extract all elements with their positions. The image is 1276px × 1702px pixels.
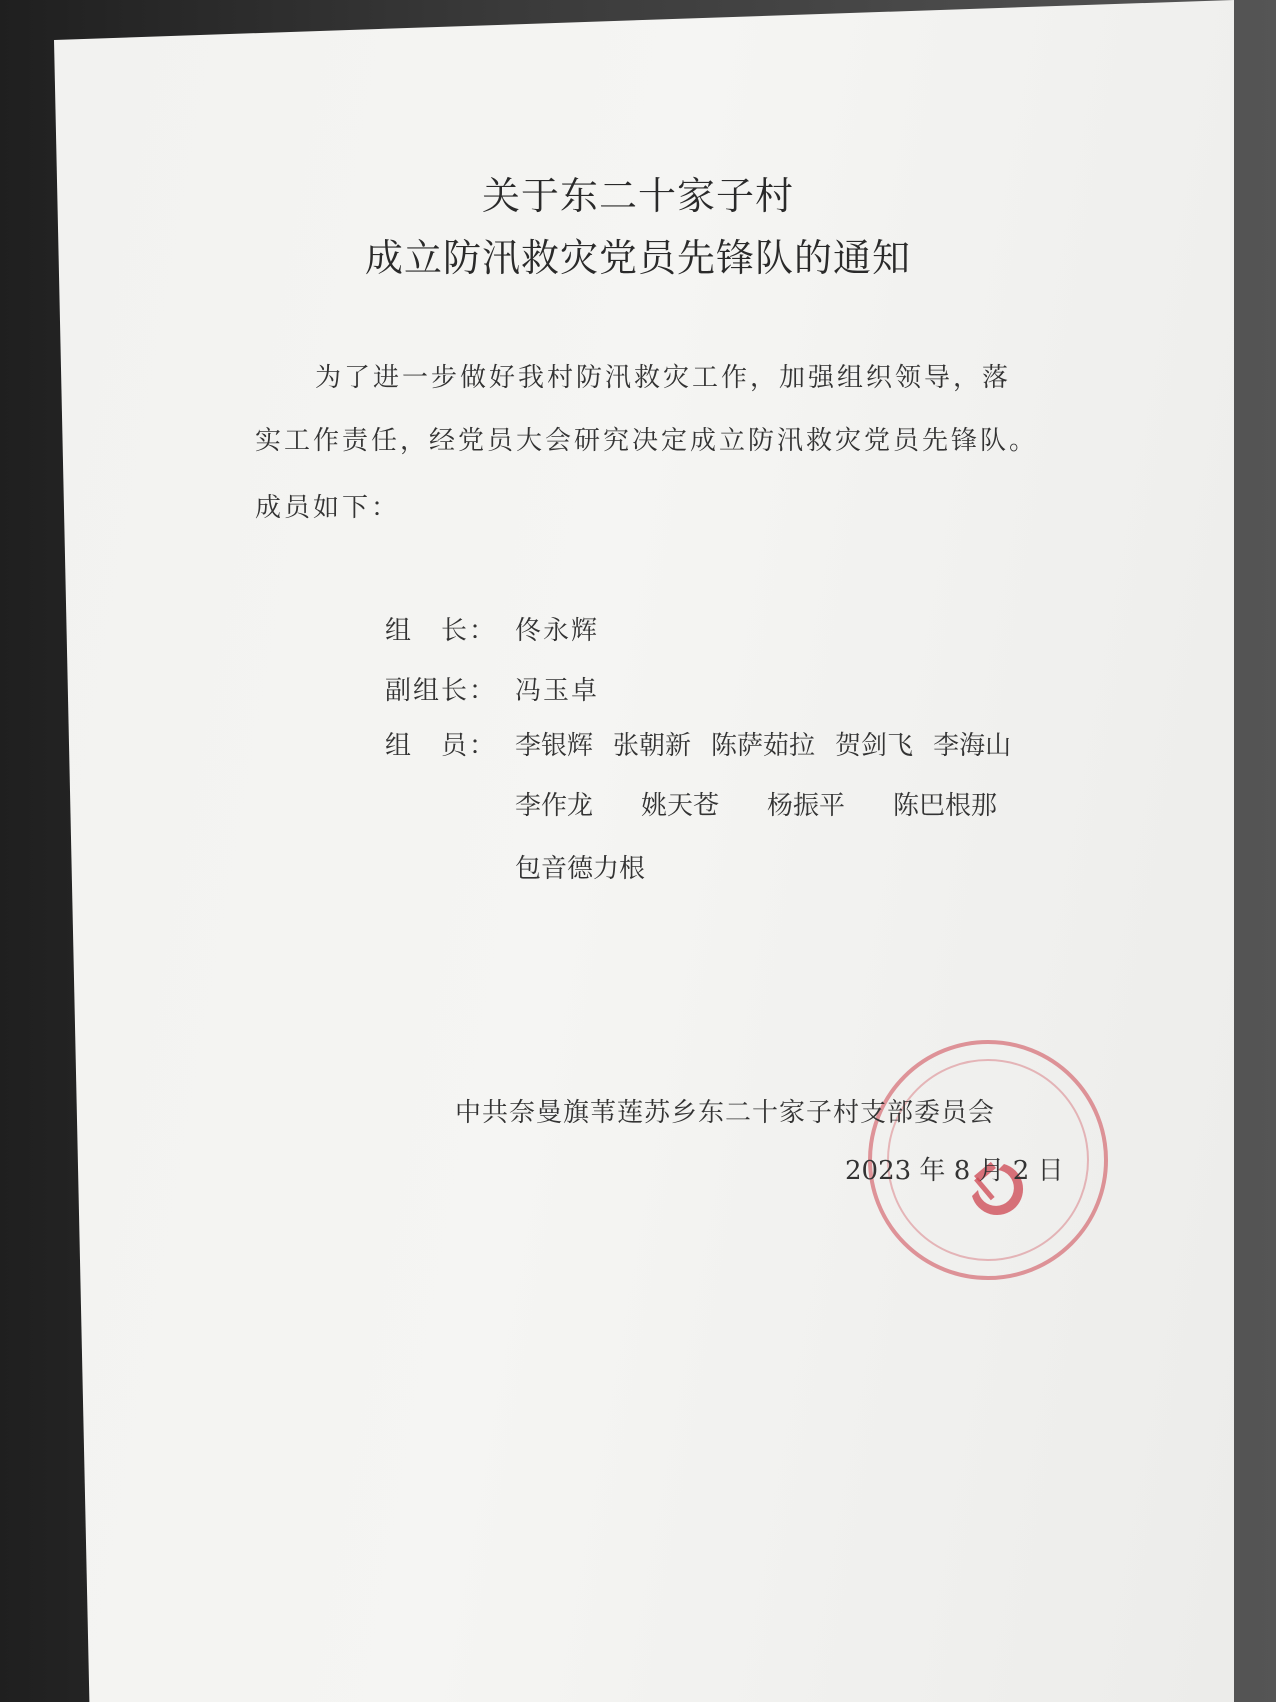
issuing-organization: 中共奈曼旗苇莲苏乡东二十家子村支部委员会 xyxy=(455,1098,996,1128)
members-line-3 xyxy=(515,848,665,885)
deputy-role-label: 副组长： xyxy=(385,676,498,706)
member-name: 陈萨茹拉 xyxy=(711,731,816,761)
members-line-2 xyxy=(515,785,1045,822)
members-line-1 xyxy=(515,725,1031,762)
member-name: 李海山 xyxy=(933,731,1012,761)
member-name: 李作龙 xyxy=(515,791,594,821)
member-name: 张朝新 xyxy=(613,731,692,761)
issue-date: 2023 年 8 月 2 日 xyxy=(845,1156,1064,1186)
member-name: 杨振平 xyxy=(767,791,846,821)
leader-role-label: 组 长： xyxy=(385,616,498,646)
members-role-label: 组 员： xyxy=(385,731,498,761)
member-name: 贺剑飞 xyxy=(835,731,914,761)
paragraph-line-3: 成员如下： xyxy=(255,493,401,523)
member-name: 包音德力根 xyxy=(515,854,646,884)
deputy-row xyxy=(385,670,599,707)
member-name: 姚天苍 xyxy=(641,791,720,821)
deputy-name: 冯玉卓 xyxy=(515,676,600,706)
title-line-1: 关于东二十家子村 xyxy=(481,174,794,218)
title-line-2: 成立防汛救灾党员先锋队的通知 xyxy=(364,236,911,280)
member-name: 李银辉 xyxy=(515,731,594,761)
leader-name: 佟永辉 xyxy=(515,616,600,646)
paragraph-line-1: 为了进一步做好我村防汛救灾工作，加强组织领导，落 xyxy=(315,363,1012,393)
member-name: 陈巴根那 xyxy=(893,791,998,821)
leader-row xyxy=(385,610,599,647)
paragraph-line-2: 实工作责任，经党员大会研究决定成立防汛救灾党员先锋队。 xyxy=(255,426,1039,456)
members-row xyxy=(385,725,515,762)
